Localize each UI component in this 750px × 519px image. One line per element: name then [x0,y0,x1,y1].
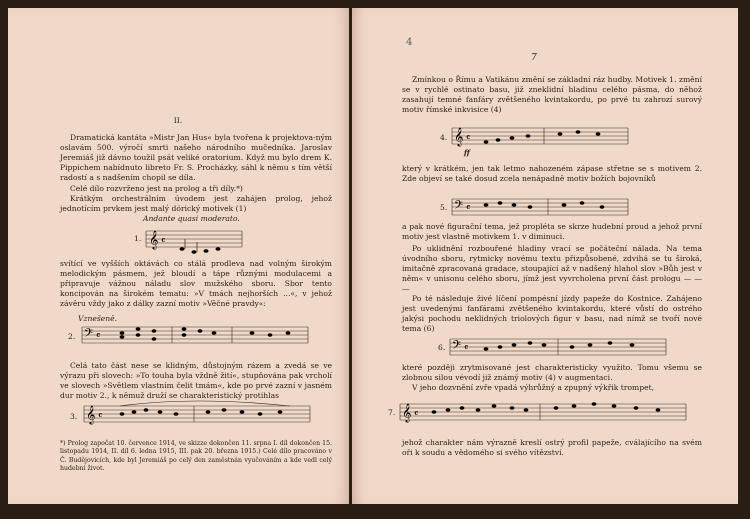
svg-text:𝄞: 𝄞 [86,405,96,424]
left-page [8,8,349,504]
paragraph: Dramatická kantáta »Mistr Jan Hus« byla tvořena k projektova-ným oslavám 500. výročí smrti našeho národního mučedníka. Jaroslav Jeremiáš již dávno toužil psát veliké oratorium. Když mu bylo drem K. Pippichem nabídnuto libreto Fr. S. Procházky, sáhl k němu s tím větší radostí a s nadšením chopil se díla. [60,133,332,183]
music-example-3 [84,400,314,430]
example-number: 4. [440,133,448,142]
example-number: 1. [134,234,142,243]
svg-text:𝄴: 𝄴 [414,409,419,420]
page-number: 7 [531,53,537,63]
paragraph: Po uklidnění rozbouřené hladiny vrací se počáteční nálada. Na tema úvodního sboru, rytmicky novému textu přizpůsobené, zdvihá se tu široká, imitačně zpracovaná gradace, stoupající až v nadšený hlahol slov »Bůh jest v něm« v unisonu celého sboru, jímž jest vyvrcholena první část prologu — — — [402,244,702,294]
svg-text:𝄴: 𝄴 [466,203,471,214]
example-number: 5. [440,203,448,212]
paragraph: Celá tato část nese se klidným, důstojným rázem a zvedá se ve výrazu při slovech: »To touha byla vždně žití«, stupňována pak vrcholí ve slovech »Světlem vlastním čelit tmám«, kde po prvé zazní v jasném dur motiv 2., k němuž druží se charakteristický protihlas [60,361,332,401]
svg-text:𝄴: 𝄴 [96,331,101,342]
tempo-marking: Vznešeně. [78,314,118,323]
paragraph: Po té následuje živé líčení pompésní jízdy papeže do Kostnice. Zahájeno jest uvedenými fanfárami zvětšeného kvintakordu, které vůstí do ostrého jakýsi pochodu neklidných triolových figur v basu, nad nímž se tvoří nové tema (6) [402,294,702,334]
music-example-7 [400,398,690,428]
footnote: *) Prolog započat 10. července 1914, ve skizze dokončen 11. srpna I. díl dokončen 15. listopadu 1914, II. díl 6. ledna 1915, III. pak 20. března 1915.) Celé dílo pracováno v Č. Budějovicích, kde byl Jeremiáš po celý den zaměstnán vyučováním a kde vedl celý hudební život. [60,440,332,472]
example-number: 2. [68,332,76,341]
svg-text:𝄢: 𝄢 [84,327,94,343]
paragraph: a pak nové figurační tema, jež propléta se skrze hudební proud a jehož první motiv jest vlastně motivkem 1. v diminuci. [402,222,702,242]
pencil-mark: 4 [406,37,413,48]
paragraph: které později zrytmisované jest charakteristicky využito. Tomu všemu se zlobnou silou vévodí již známý motiv (4) v augmentaci. [402,363,702,383]
music-example-6 [450,333,670,363]
svg-text:𝄢: 𝄢 [452,339,462,355]
example-number: 7. [388,408,396,417]
paragraph: jehož charakter nám výrazně kreslí ostrý profil papeže, cválajícího na svém oři k soudu a vědomého si svého vítězství. [402,438,702,458]
music-example-1 [146,225,246,255]
tempo-marking: Andante quasi moderato. [143,214,240,223]
svg-text:𝄴: 𝄴 [161,236,166,247]
right-page [352,8,738,504]
music-example-5 [452,193,632,223]
music-example-4 [452,122,632,152]
dynamic-marking: ff [464,148,470,157]
svg-text:𝄢: 𝄢 [454,199,464,215]
paragraph: Celé dílo rozvrženo jest na prolog a tři díly.*) [70,184,243,193]
svg-text:𝄴: 𝄴 [464,343,469,354]
paragraph: který v krátkém, jen tak letmo nahozeném zápase střetne se s motivem 2. Zde objeví se také dosud zcela nenápadně motiv božích bojovníků [402,164,702,184]
example-number: 6. [438,343,446,352]
paragraph: Krátkým orchestrálním úvodem jest zahájen prolog, jehož jednotícím prvkem jest malý dórický motivek (1) [60,194,332,214]
svg-text:𝄴: 𝄴 [98,411,103,422]
svg-text:𝄞: 𝄞 [402,403,412,422]
svg-text:𝄞: 𝄞 [149,230,159,249]
example-number: 3. [70,412,78,421]
svg-text:𝄴: 𝄴 [466,133,471,144]
svg-text:𝄞: 𝄞 [454,127,464,146]
music-example-2 [82,321,312,351]
section-heading: II. [173,116,183,125]
paragraph: svítící ve vyšších oktávách co stálá prodleva nad volným širokým melodickým pásmem, jež bloudí a tápe různými modulacemi a připravuje vážnou náladu slov mužského sboru. Sbor tento koncipován na širokém tematu: »V tmách nejhorších ...«, v jehož závěru vždy jako z dálky zazní motiv »Věčné pravdy«: [60,259,332,309]
paragraph: Zmínkou o Římu a Vatikánu změní se základní ráz hudby. Motivek 1. změní se v rychlé ostinato basu, již zneklidní hladinu celého pásma, do něhož zasahují temné fanfáry zvětšeného kvintakordu, po prvé tu zahrozí surový motiv římské inkvisice (4) [402,75,702,115]
paragraph: V jeho dozvnění zvře vpadá výhrůžný a zpupný výkřik trompet, [412,383,655,392]
